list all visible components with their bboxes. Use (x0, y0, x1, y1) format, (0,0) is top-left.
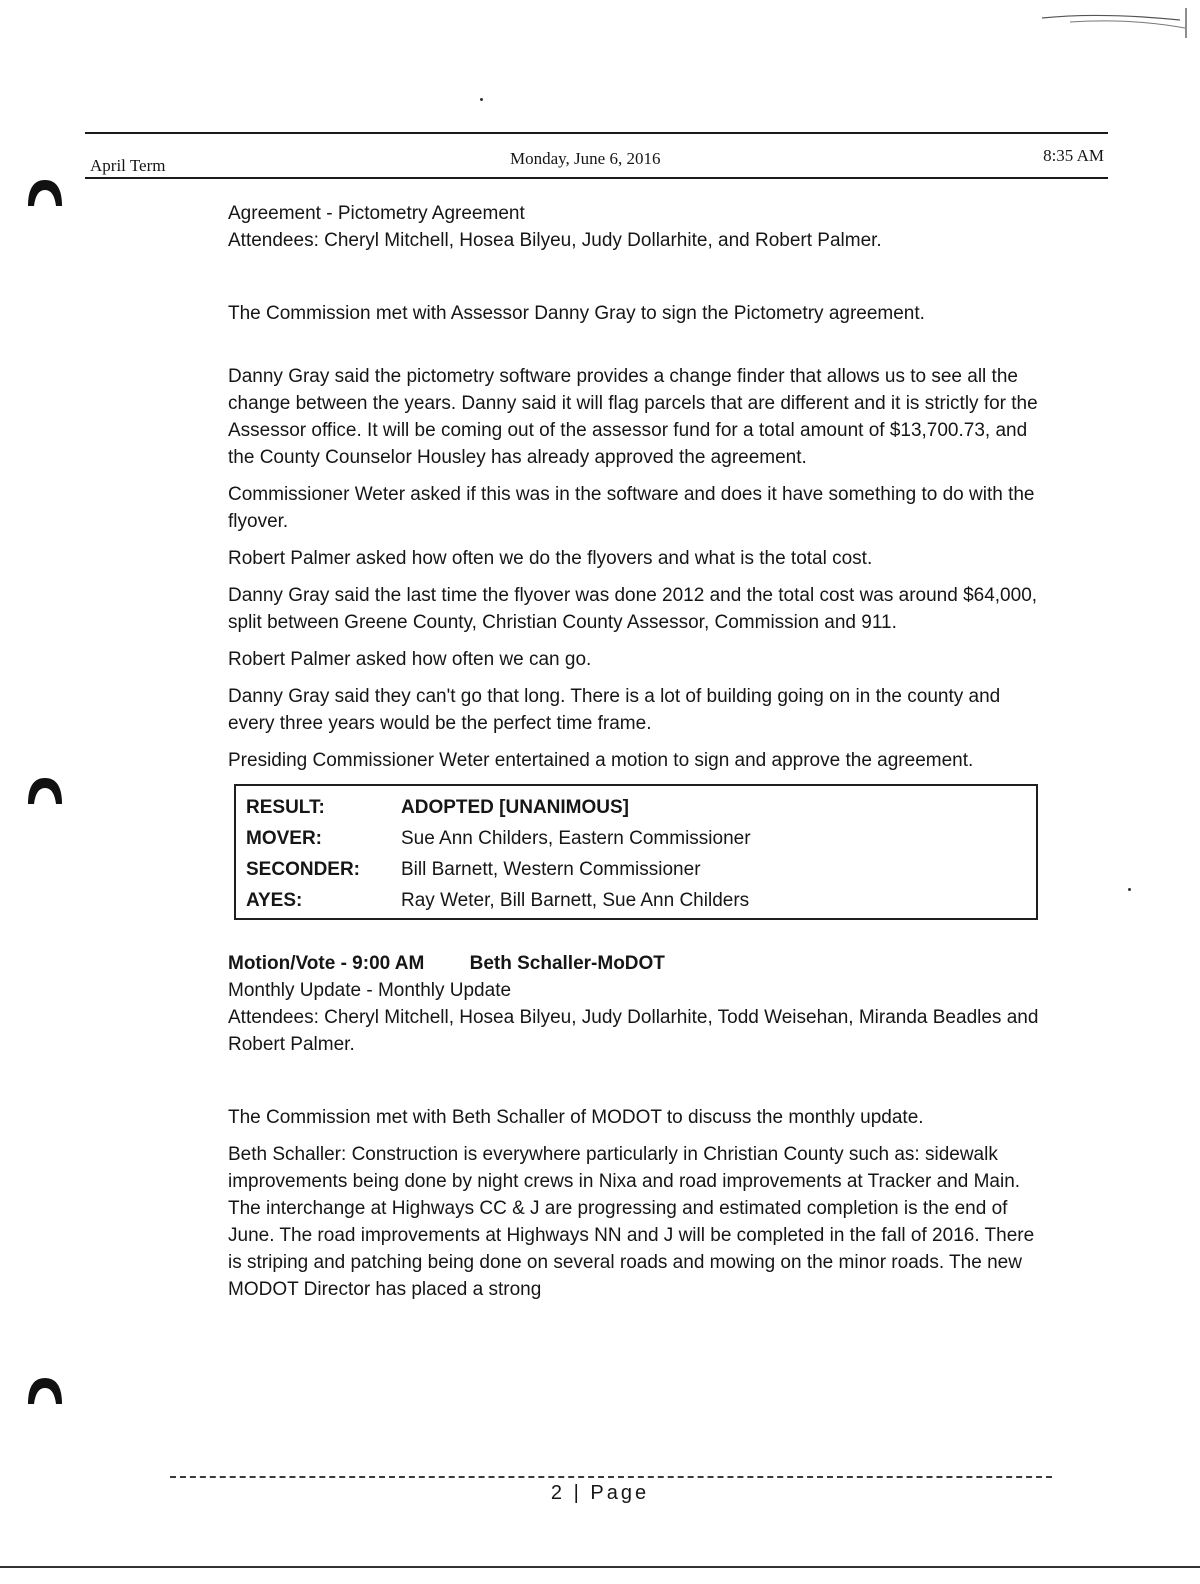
page-number: 2 | Page (550, 1482, 650, 1504)
motion-party: Beth Schaller-MoDOT (469, 953, 665, 974)
scan-speck (480, 98, 483, 101)
vote-label: MOVER: (246, 828, 322, 849)
paragraph: The Commission met with Beth Schaller of MODOT to discuss the monthly update. (228, 1107, 924, 1128)
footer-rule (170, 1476, 1052, 1478)
meeting-date: Monday, June 6, 2016 (510, 149, 661, 168)
paragraph: Danny Gray said the pictometry software provides a change finder that allows us to see all the change between the years. Danny said it will flag parcels that are different and it is strictly for the Assessor office. It will be coming out of the assessor fund for a total amount of $13,700.73, and the County Counselor Housley has already approved the agreement. (228, 366, 1038, 468)
motion-heading (228, 950, 1048, 977)
vote-row-result (236, 792, 1036, 823)
paragraph: The Commission met with Assessor Danny Gray to sign the Pictometry agreement. (228, 303, 925, 324)
agenda-item-title: Agreement - Pictometry Agreement (228, 203, 525, 224)
page-header (90, 146, 1104, 176)
vote-row-ayes (236, 885, 1036, 916)
paragraph: Danny Gray said they can't go that long. There is a lot of building going on in the county and every three years would be the perfect time frame. (228, 686, 1001, 734)
vote-value: ADOPTED [UNANIMOUS] (401, 797, 629, 818)
vote-label: AYES: (246, 890, 303, 911)
paragraph: Beth Schaller: Construction is everywhere particularly in Christian County such as: sidewalk improvements being done by night crews in Nixa and road improvements at Tracker and Main. The interchange at Highways CC & J are progressing and estimated completion is the end of June. The road improvements at Highways NN and J will be completed in the fall of 2016. There is striping and patching being done on several roads and mowing on the minor roads. The new MODOT Director has placed a strong (228, 1144, 1035, 1300)
header-bottom-rule (85, 177, 1108, 179)
paragraph: Commissioner Weter asked if this was in the software and does it have something to do with the flyover. (228, 484, 1035, 532)
attendees-line: Attendees: Cheryl Mitchell, Hosea Bilyeu, Judy Dollarhite, and Robert Palmer. (228, 230, 882, 251)
paragraph: Robert Palmer asked how often we can go. (228, 649, 592, 670)
vote-label: SECONDER: (246, 859, 361, 880)
agenda-item-title: Monthly Update - Monthly Update (228, 980, 512, 1001)
vote-row-seconder (236, 854, 1036, 885)
vote-label: RESULT: (246, 797, 325, 818)
paragraph: Danny Gray said the last time the flyover was done 2012 and the total cost was around $64,000, split between Greene County, Christian County Assessor, Commission and 911. (228, 585, 1038, 633)
attendees-line: Attendees: Cheryl Mitchell, Hosea Bilyeu, Judy Dollarhite, Todd Weisehan, Miranda Beadles and Robert Palmer. (228, 1007, 1039, 1055)
vote-value: Bill Barnett, Western Commissioner (401, 859, 701, 880)
scan-speck (1128, 888, 1131, 891)
meeting-time: 8:35 AM (1043, 146, 1104, 165)
minutes-body (228, 200, 1048, 1313)
motion-time: Motion/Vote - 9:00 AM (228, 953, 425, 974)
vote-value: Sue Ann Childers, Eastern Commissioner (401, 828, 751, 849)
paragraph: Presiding Commissioner Weter entertained a motion to sign and approve the agreement. (228, 750, 974, 771)
hole-punch-mark (24, 1374, 66, 1410)
hole-punch-mark (24, 176, 66, 212)
corner-scribble-mark (1040, 8, 1190, 38)
vote-result-table (234, 784, 1038, 920)
header-top-rule (85, 132, 1108, 134)
term-label: April Term (90, 156, 166, 175)
scan-bottom-edge (0, 1566, 1200, 1568)
hole-punch-mark (24, 774, 66, 810)
vote-value: Ray Weter, Bill Barnett, Sue Ann Childers (401, 890, 750, 911)
paragraph: Robert Palmer asked how often we do the flyovers and what is the total cost. (228, 548, 873, 569)
vote-row-mover (236, 823, 1036, 854)
